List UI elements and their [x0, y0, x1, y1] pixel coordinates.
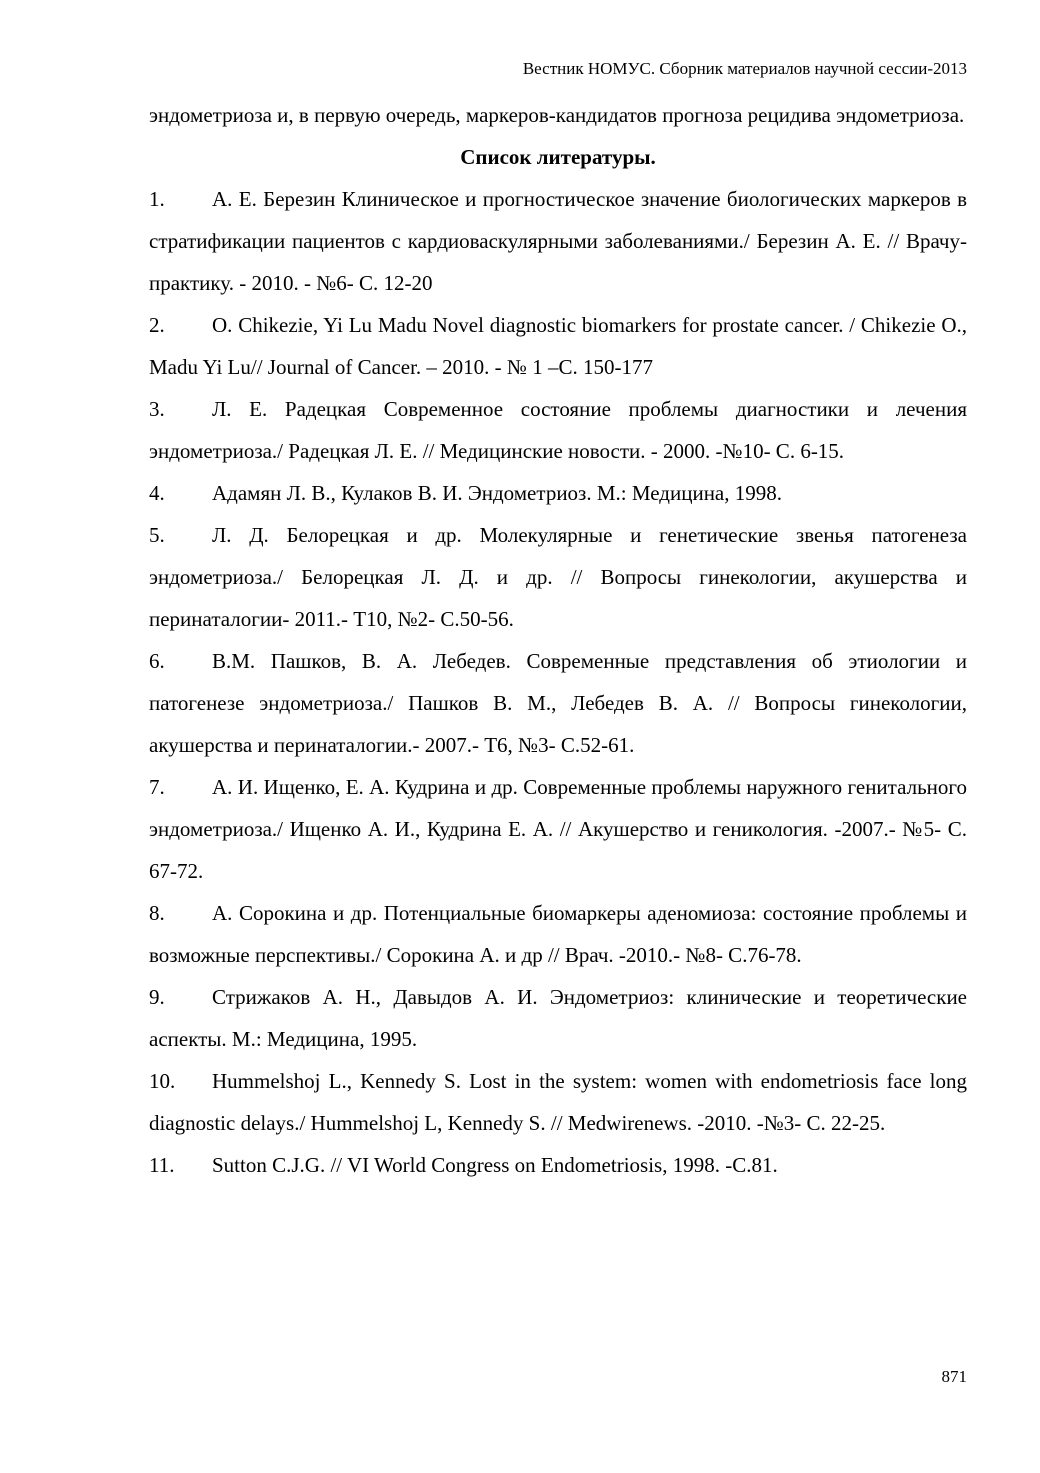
reference-item — [149, 1060, 967, 1144]
reference-text: А. И. Ищенко, Е. А. Кудрина и др. Современные проблемы наружного генитального эндометриоза./ Ищенко А. И., Кудрина Е. А. // Акушерство и геникология. -2007.- №5- С. 67-72. — [149, 775, 967, 883]
reference-number: 2. — [149, 313, 165, 337]
reference-number: 3. — [149, 397, 165, 421]
page-content — [149, 58, 967, 1186]
reference-item — [149, 976, 967, 1060]
reference-number: 5. — [149, 523, 165, 547]
reference-text: А. Сорокина и др. Потенциальные биомаркеры аденомиоза: состояние проблемы и возможные перспективы./ Сорокина А. и др // Врач. -2010.- №8- С.76-78. — [149, 901, 967, 967]
reference-number: 1. — [149, 187, 165, 211]
intro-paragraph: эндометриоза и, в первую очередь, маркеров-кандидатов прогноза рецидива эндометриоза. — [149, 103, 965, 127]
reference-text: В.М. Пашков, В. А. Лебедев. Современные представления об этиологии и патогенезе эндометриоза./ Пашков В. М., Лебедев В. А. // Вопросы гинекологии, акушерства и перинаталогии.- 2007.- Т6, №3- С.52-61. — [149, 649, 967, 757]
reference-item — [149, 514, 967, 640]
reference-number: 10. — [149, 1069, 176, 1093]
reference-item — [149, 388, 967, 472]
reference-text: Адамян Л. В., Кулаков В. И. Эндометриоз. М.: Медицина, 1998. — [212, 481, 783, 505]
references-title: Список литературы. — [460, 145, 656, 169]
reference-text: O. Chikezie, Yi Lu Madu Novel diagnostic biomarkers for prostate cancer. / Chikezie O., Madu Yi Lu// Journal of Cancer. – 2010. - № 1 –С. 150-177 — [149, 313, 967, 379]
reference-number: 6. — [149, 649, 165, 673]
reference-text: Sutton C.J.G. // VI World Congress on Endometriosis, 1998. -C.81. — [212, 1153, 778, 1177]
reference-item — [149, 640, 967, 766]
reference-item — [149, 472, 967, 514]
reference-number: 8. — [149, 901, 165, 925]
reference-number: 11. — [149, 1153, 175, 1177]
reference-text: А. Е. Березин Клиническое и прогностическое значение биологических маркеров в стратификации пациентов с кардиоваскулярными заболеваниями./ Березин А. Е. // Врачу-практику. - 2010. - №6- С. 12-20 — [149, 187, 967, 295]
reference-item — [149, 892, 967, 976]
page-number: 871 — [941, 1367, 967, 1386]
reference-text: Стрижаков А. Н., Давыдов А. И. Эндометриоз: клинические и теоретические аспекты. М.: Медицина, 1995. — [149, 985, 967, 1051]
reference-text: Л. Е. Радецкая Современное состояние проблемы диагностики и лечения эндометриоза./ Радецкая Л. Е. // Медицинские новости. - 2000. -№10- С. 6-15. — [149, 397, 967, 463]
references-list — [149, 178, 967, 1186]
reference-item — [149, 766, 967, 892]
reference-number: 7. — [149, 775, 165, 799]
reference-number: 4. — [149, 481, 165, 505]
reference-text: Hummelshoj L., Kennedy S. Lost in the system: women with endometriosis face long diagnostic delays./ Hummelshoj L, Kennedy S. // Medwirenews. -2010. -№3- С. 22-25. — [149, 1069, 967, 1135]
reference-number: 9. — [149, 985, 165, 1009]
reference-item — [149, 1144, 967, 1186]
running-header: Вестник НОМУС. Сборник материалов научной сессии-2013 — [522, 59, 967, 78]
reference-item — [149, 178, 967, 304]
reference-item — [149, 304, 967, 388]
reference-text: Л. Д. Белорецкая и др. Молекулярные и генетические звенья патогенеза эндометриоза./ Белорецкая Л. Д. и др. // Вопросы гинекологии, акушерства и перинаталогии- 2011.- Т10, №2- С.50-56. — [149, 523, 967, 631]
